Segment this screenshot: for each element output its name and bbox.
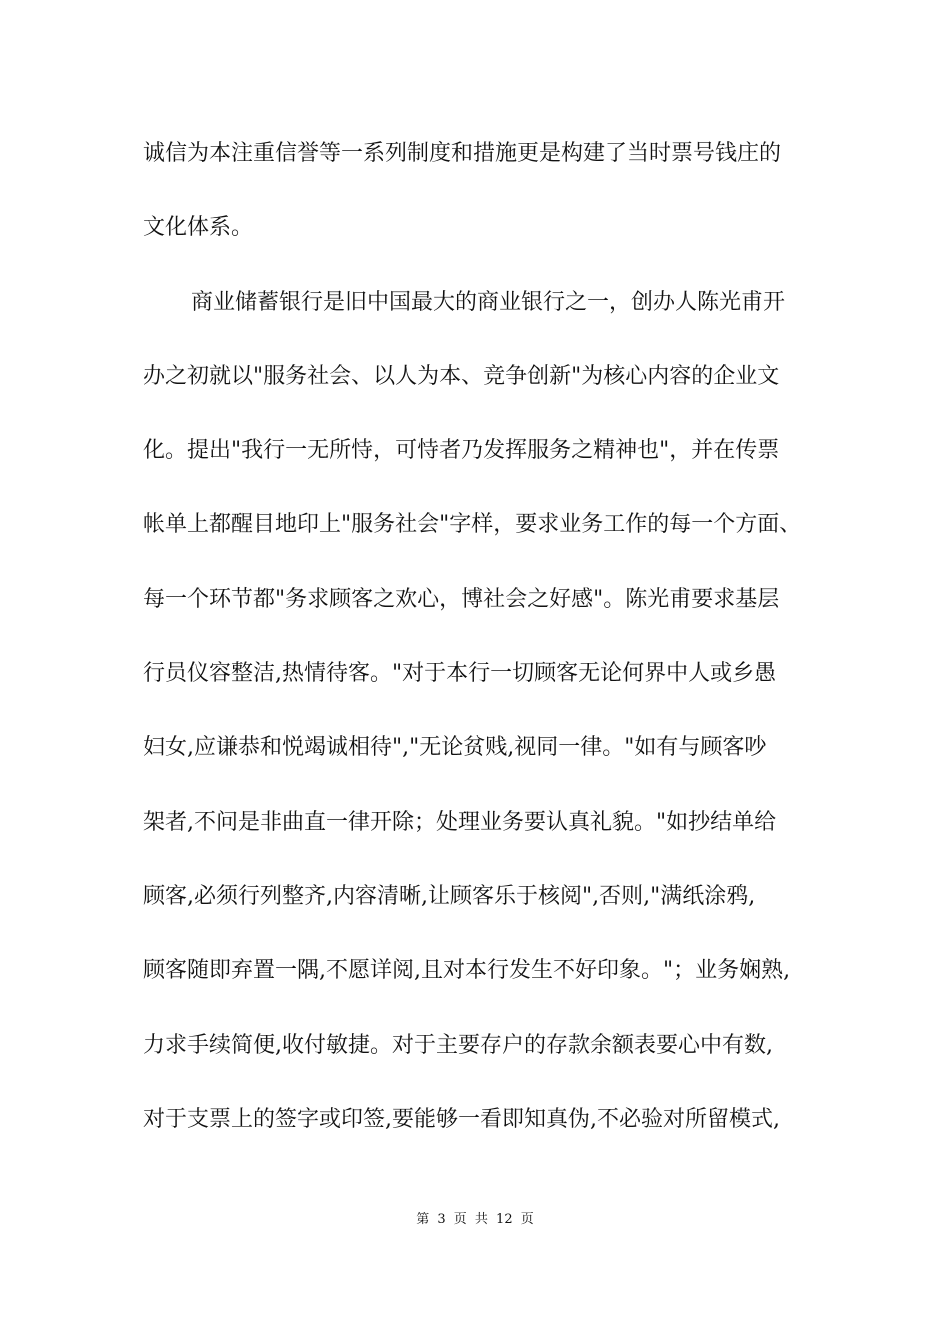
- text-line: 对于支票上的签字或印签,要能够一看即知真伪,不必验对所留模式,: [143, 1106, 780, 1132]
- text-line: 行员仪容整洁,热情待客。"对于本行一切顾客无论何界中人或乡愚: [143, 661, 777, 687]
- body-text: [143, 132, 813, 1172]
- text-line: 顾客随即弃置一隅,不愿详阅,且对本行发生不好印象。"；业务娴熟,: [143, 958, 791, 984]
- text-line: 帐单上都醒目地印上"服务社会"字样，要求业务工作的每一个方面、: [143, 512, 802, 538]
- text-line: 化。提出"我行一无所恃，可恃者乃发挥服务之精神也"，并在传票: [143, 438, 780, 464]
- text-line: 每一个环节都"务求顾客之欢心，博社会之好感"。陈光甫要求基层: [143, 586, 780, 612]
- text-line: 文化体系。: [143, 215, 254, 241]
- text-line: 力求手续简便,收付敏捷。对于主要存户的存款余额表要心中有数,: [143, 1032, 773, 1058]
- text-line: 诚信为本注重信誉等一系列制度和措施更是构建了当时票号钱庄的: [143, 141, 782, 166]
- text-line: 顾客,必须行列整齐,内容清晰,让顾客乐于核阅",否则,"满纸涂鸦,: [143, 883, 756, 909]
- paragraph-first-line: 商业储蓄银行是旧中国最大的商业银行之一，创办人陈光甫开: [191, 289, 786, 315]
- page-number-footer: 第 3 页 共 12 页: [416, 1212, 534, 1227]
- text-line: 架者,不问是非曲直一律开除；处理业务要认真礼貌。"如抄结单给: [143, 809, 777, 835]
- text-line: 办之初就以"服务社会、以人为本、竞争创新"为核心内容的企业文: [143, 363, 780, 389]
- text-line: 妇女,应谦恭和悦竭诚相待","无论贫贱,视同一律。"如有与顾客吵: [143, 735, 767, 761]
